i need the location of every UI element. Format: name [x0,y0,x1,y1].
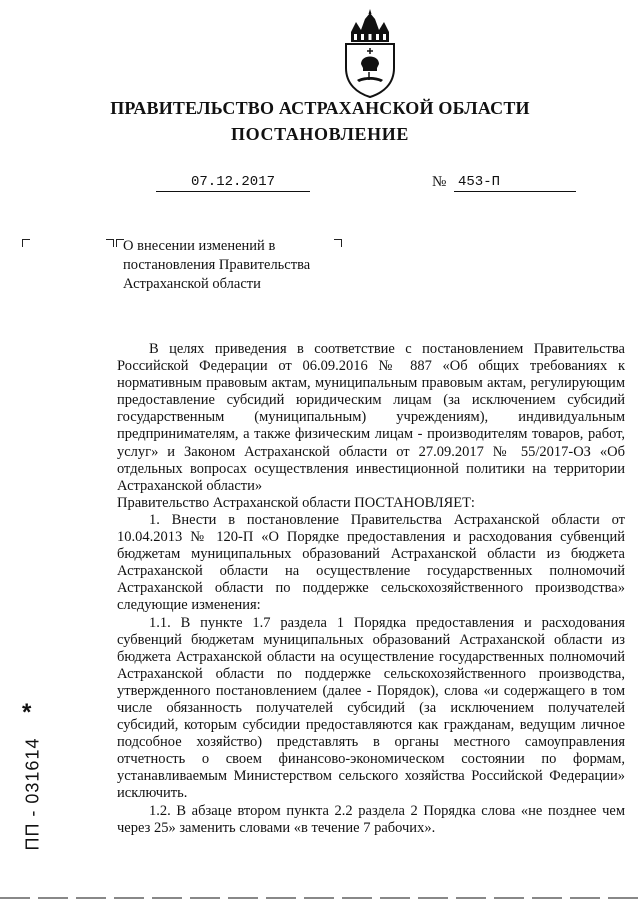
document-type-title: ПОСТАНОВЛЕНИЕ [231,124,409,144]
coat-of-arms-emblem [341,8,399,98]
document-number: 453-П [454,173,576,192]
resolution-statement: Правительство Астраханской области ПОСТАНОВЛЯЕТ: [117,494,475,511]
preamble-paragraph: В целях приведения в соответствие с постановлением Правительства Российской Федерации от 06.09.2016 № 887 «Об общих требованиях к нормативным правовым актам, муниципальным правовым актам, регулирующим предоставление субсидий юридическим лицам (за исключением субсидий государственным (муниципальным) учреждениям), индивидуальным предпринимателям, а также физическим лицам - производителям товаров, работ, услуг» и Законом Астраханской области от 27.09.2017 № 55/2017-ОЗ «Об отдельных вопросах осуществления инвестиционной политики на территории Астраханской области» [117,341,625,494]
document-body [117,341,625,837]
government-title: ПРАВИТЕЛЬСТВО АСТРАХАНСКОЙ ОБЛАСТИ [110,98,530,118]
item-1-2-paragraph: 1.2. В абзаце втором пункта 2.2 раздела 2 Порядка слова «не позднее чем через 25» заменить словами «в течение 7 рабочих». [117,802,625,836]
item-1-1-paragraph: 1.1. В пункте 1.7 раздела 1 Порядка предоставления и расходования субвенций бюджетам муниципальных образований Астраханской области из бюджета Астраханской области на осуществление государственных полномочий Астраханской области по поддержке сельскохозяйственного производства, утвержденного постановлением (далее - Порядок), слова «и содержащего в том числе обязанность получателей субсидий (за исключением получателей субсидий, которым субсидии предоставляются как гражданам, ведущим личное подсобное хозяйство) представлять в органы местного самоуправления отчетность о своем финансово-экономическом состоянии по формам, устанавливаемым Министерством сельского хозяйства Российской Федерации» исключить. [117,614,625,802]
corner-bracket-mark [106,239,114,247]
margin-registration-stamp [20,719,46,869]
corner-bracket-mark [22,239,30,247]
document-date: 07.12.2017 [156,173,310,192]
margin-asterisk: * [22,699,32,726]
registration-code: ПП - 031614 [22,737,43,851]
document-subject: О внесении изменений в постановления Правительства Астраханской области [123,238,311,292]
item-1-paragraph: 1. Внести в постановление Правительства Астраханской области от 10.04.2013 № 120-П «О Порядке предоставления и расходования субвенций бюджетам муниципальных образований Астраханской области из бюджета Астраханской области на осуществление государственных полномочий Астраханской области по поддержке сельскохозяйственного производства» следующие изменения: [117,511,625,614]
scan-edge-line [0,897,640,899]
number-label: № [432,174,447,190]
